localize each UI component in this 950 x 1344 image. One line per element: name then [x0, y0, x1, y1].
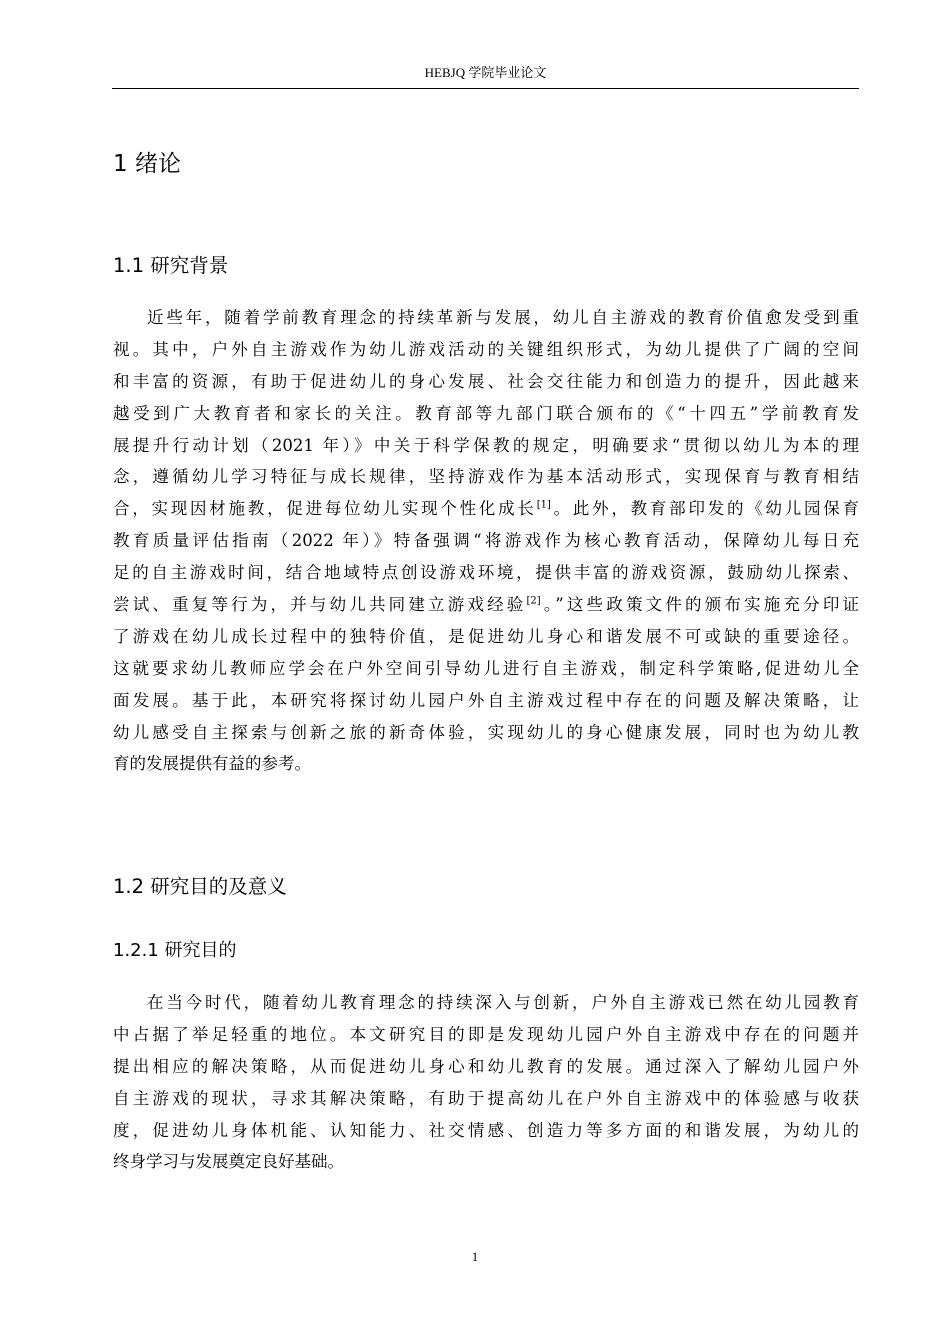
paragraph-line: 幼儿感受自主探索与创新之旅的新奇体验，实现幼儿的身心健康发展，同时也为幼儿教	[113, 722, 859, 742]
paragraph-line: 在当今时代，随着幼儿教育理念的持续深入与创新，户外自主游戏已然在幼儿园教育	[147, 993, 859, 1012]
paragraph-line: 提出相应的解决策略，从而促进幼儿身心和幼儿教育的发展。通过深入了解幼儿园户外	[113, 1056, 859, 1076]
paragraph-line: 越受到广大教育者和家长的关注。教育部等九部门联合颁布的《“十四五”学前教育发	[113, 403, 859, 423]
paragraph-line: 终身学习与发展奠定良好基础。	[113, 1152, 344, 1172]
paragraph-line: 度，促进幼儿身体机能、认知能力、社交情感、创造力等多方面的和谐发展，为幼儿的	[113, 1120, 859, 1140]
paragraph-line: 教育质量评估指南（2022 年）》特备强调“将游戏作为核心教育活动，保障幼儿每日充	[113, 531, 859, 551]
paragraph-line: 自主游戏的现状，寻求其解决策略，有助于提高幼儿在户外自主游戏中的体验感与收获	[113, 1088, 859, 1108]
paragraph-line: 展提升行动计划（2021 年）》中关于科学保教的规定，明确要求“贯彻以幼儿为本的理	[113, 435, 859, 455]
paragraph-line: 念，遵循幼儿学习特征与成长规律，坚持游戏作为基本活动形式，实现保育与教育相结	[113, 467, 859, 487]
citation-marker: [1]	[536, 499, 551, 511]
paragraph-line: 中占据了举足轻重的地位。本文研究目的即是发现幼儿园户外自主游戏中存在的问题并	[113, 1024, 859, 1044]
paragraph-line: 育的发展提供有益的参考。	[113, 754, 311, 774]
paragraph-line: 合，实现因材施教，促进每位幼儿实现个性化成长[1]。此外，教育部印发的《幼儿园保育	[113, 499, 860, 519]
section-1-1-title: 1.1 研究背景	[113, 254, 229, 277]
paragraph-line: 这就要求幼儿教师应学会在户外空间引导幼儿进行自主游戏，制定科学策略,促进幼儿全	[113, 658, 859, 678]
paragraph-line: 尝试、重复等行为，并与幼儿共同建立游戏经验[2]。”这些政策文件的颁布实施充分印证	[113, 595, 860, 615]
paragraph-line: 足的自主游戏时间，结合地域特点创设游戏环境，提供丰富的游戏资源，鼓励幼儿探索、	[113, 563, 859, 583]
paragraph-line: 了游戏在幼儿成长过程中的独特价值，是促进幼儿身心和谐发展不可或缺的重要途径。	[113, 626, 859, 646]
section-1-2-1-title: 1.2.1 研究目的	[113, 940, 237, 961]
citation-marker: [2]	[526, 595, 541, 607]
paragraph-line: 近些年，随着学前教育理念的持续革新与发展，幼儿自主游戏的教育价值愈发受到重	[147, 308, 859, 327]
chapter-title: 1 绪论	[113, 151, 181, 177]
section-1-2-title: 1.2 研究目的及意义	[113, 875, 287, 898]
page-header: HEBJQ 学院毕业论文	[112, 58, 859, 89]
section-1-2-1-paragraph	[113, 987, 859, 1178]
page-number: 1	[471, 1249, 479, 1264]
paragraph-line: 和丰富的资源，有助于促进幼儿的身心发展、社会交往能力和创造力的提升，因此越来	[113, 371, 859, 391]
paragraph-line: 面发展。基于此，本研究将探讨幼儿园户外自主游戏过程中存在的问题及解决策略，让	[113, 690, 859, 710]
section-1-1-paragraph	[113, 302, 859, 780]
paragraph-line: 视。其中，户外自主游戏作为幼儿游戏活动的关键组织形式，为幼儿提供了广阔的空间	[113, 339, 859, 359]
